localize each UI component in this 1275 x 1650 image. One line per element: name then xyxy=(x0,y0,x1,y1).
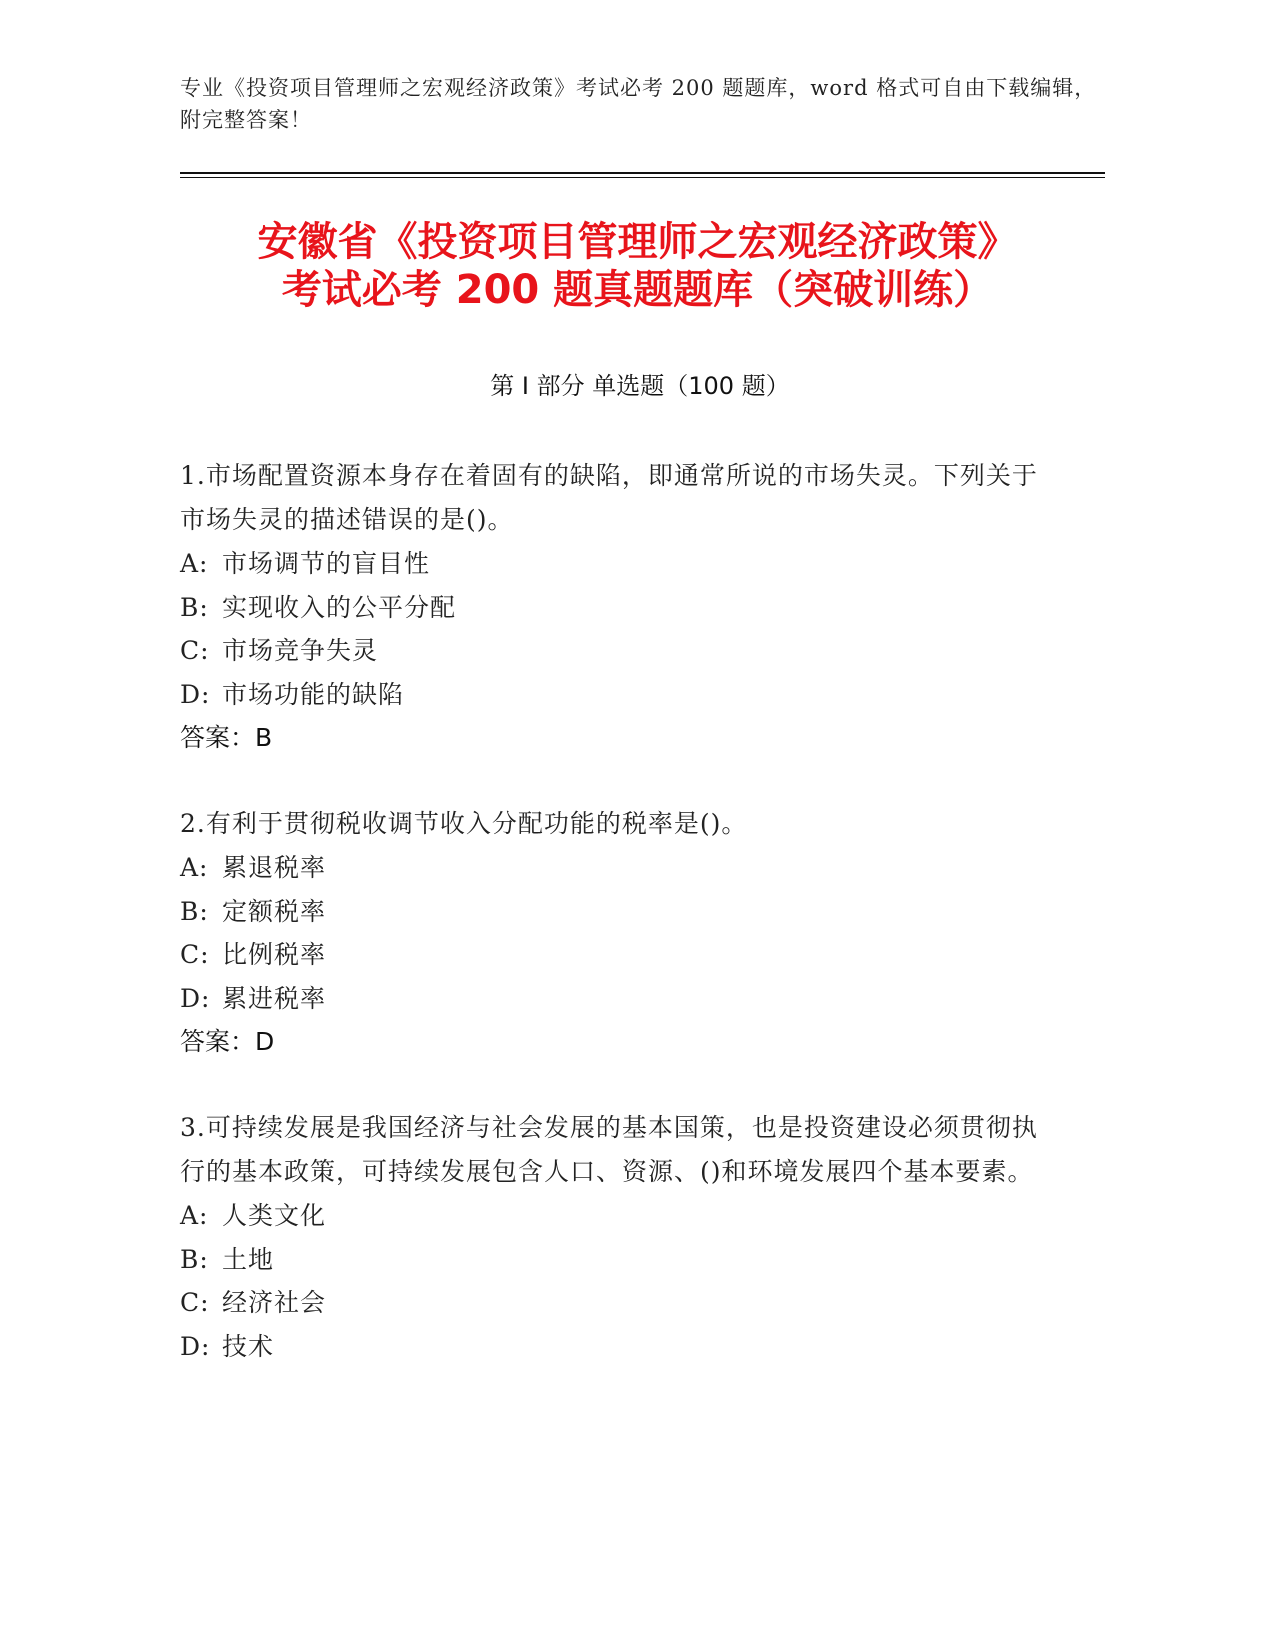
question-3-option-c xyxy=(180,1281,1040,1325)
option-text: 累进税率 xyxy=(222,983,327,1013)
option-text: 比例税率 xyxy=(222,940,327,969)
question-2-option-a xyxy=(180,846,1040,890)
question-3-option-d xyxy=(180,1325,1040,1369)
option-text: 市场调节的盲目性 xyxy=(222,549,431,578)
question-3-option-a xyxy=(180,1194,1040,1238)
question-1-option-b xyxy=(180,586,1040,630)
option-letter: C: xyxy=(180,636,210,665)
option-text: 人类文化 xyxy=(222,1201,327,1230)
question-1 xyxy=(180,454,1040,760)
question-3-text: 3.可持续发展是我国经济与社会发展的基本国策，也是投资建设必须贯彻执行的基本政策，可持续发展包含人口、资源、()和环境发展四个基本要素。 xyxy=(180,1113,1038,1186)
option-letter: B: xyxy=(180,896,209,926)
option-letter: B: xyxy=(180,1244,209,1274)
option-letter: D: xyxy=(180,983,211,1013)
option-text: 技术 xyxy=(222,1331,275,1361)
option-text: 市场功能的缺陷 xyxy=(222,679,405,709)
question-3-option-b xyxy=(180,1238,1040,1282)
question-1-answer: 答案：B xyxy=(180,723,273,752)
option-letter: A: xyxy=(180,549,209,578)
question-2-option-b xyxy=(180,890,1040,934)
option-letter: A: xyxy=(180,1201,209,1230)
option-text: 土地 xyxy=(222,1244,275,1274)
question-2-answer: 答案：D xyxy=(180,1027,275,1056)
option-letter: D: xyxy=(180,1331,211,1361)
option-letter: D: xyxy=(180,679,211,709)
question-2-text: 2.有利于贯彻税收调节收入分配功能的税率是()。 xyxy=(180,809,748,838)
option-letter: C: xyxy=(180,1288,210,1317)
document-title-line-2: 考试必考 200 题真题题库（突破训练） xyxy=(281,267,994,313)
option-text: 实现收入的公平分配 xyxy=(222,592,457,622)
question-1-option-a xyxy=(180,542,1040,586)
option-text: 经济社会 xyxy=(222,1288,327,1317)
question-1-option-d xyxy=(180,673,1040,717)
option-text: 市场竞争失灵 xyxy=(222,636,379,665)
option-text: 累退税率 xyxy=(222,853,327,882)
question-1-text: 1.市场配置资源本身存在着固有的缺陷，即通常所说的市场失灵。下列关于市场失灵的描述错误的是()。 xyxy=(180,461,1038,534)
document-title-line-1: 安徽省《投资项目管理师之宏观经济政策》 xyxy=(257,219,1018,265)
question-2-option-c xyxy=(180,933,1040,977)
question-1-option-c xyxy=(180,629,1040,673)
question-2 xyxy=(180,802,1040,1064)
document-title xyxy=(150,218,1125,314)
question-2-option-d xyxy=(180,977,1040,1021)
header-note: 专业《投资项目管理师之宏观经济政策》考试必考 200 题题库，word 格式可自由下载编辑，附完整答案！ xyxy=(180,76,1097,132)
header-divider-thick xyxy=(180,172,1105,174)
question-3 xyxy=(180,1106,1040,1368)
section-title: 第 I 部分 单选题（100 题） xyxy=(490,372,790,400)
header-divider-thin xyxy=(180,177,1105,178)
option-text: 定额税率 xyxy=(222,896,327,926)
option-letter: C: xyxy=(180,940,210,969)
option-letter: A: xyxy=(180,853,209,882)
option-letter: B: xyxy=(180,592,209,622)
